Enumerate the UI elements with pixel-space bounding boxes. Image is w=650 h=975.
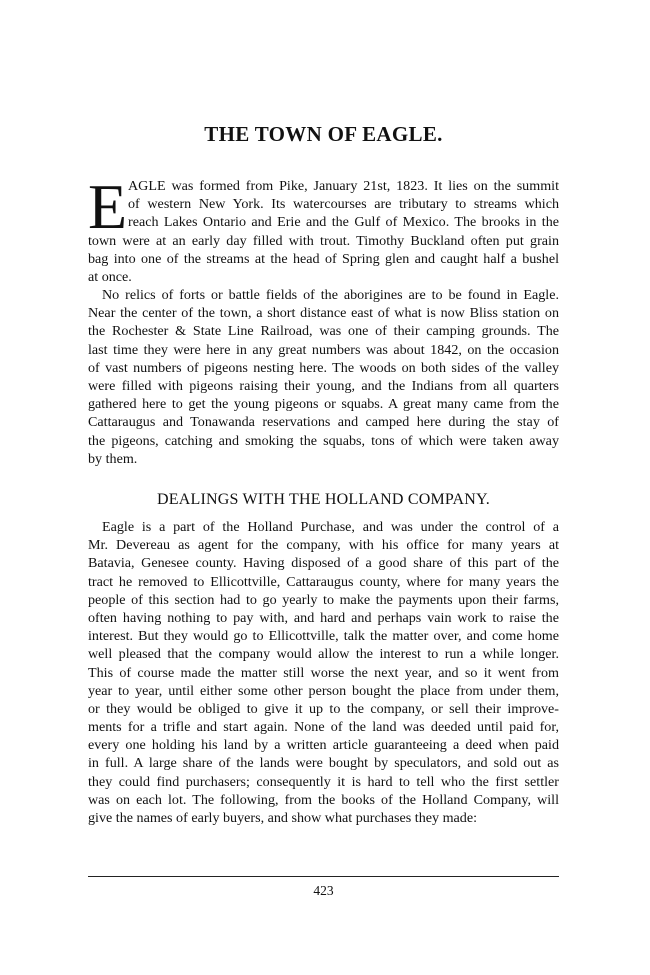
text-line: ments for a trifle and start again. None of the land was deeded until paid for, bbox=[88, 719, 559, 736]
text-line: year to year, until either some other person bought the place from under them, bbox=[88, 682, 559, 699]
text-line: AGLE was formed from Pike, January 21st, 1823. It lies on the summit bbox=[128, 178, 559, 194]
text-line: give the names of early buyers, and show what purchases they made: bbox=[88, 810, 478, 826]
chapter-title: THE TOWN OF EAGLE. bbox=[204, 122, 443, 146]
text-line: tract he removed to Ellicottville, Cattaraugus county, where for many years the bbox=[88, 573, 559, 590]
footer-rule bbox=[88, 876, 559, 877]
text-line: was on each lot. The following, from the books of the Holland Company, will bbox=[88, 791, 559, 808]
text-line: last time they were here in any great numbers was about 1842, on the occasion bbox=[88, 341, 559, 358]
text-line: every one holding his land by a written article guaranteeing a deed when paid bbox=[88, 737, 559, 754]
paragraph-2 bbox=[88, 286, 559, 468]
page-number: 423 bbox=[313, 883, 334, 898]
text-line: well pleased that the company would allow the interest to run a while longer. bbox=[88, 646, 559, 663]
text-line: bag into one of the streams at the head of Spring glen and caught half a bushel bbox=[88, 250, 559, 267]
text-line: This of course made the matter still worse the next year, and so it went from bbox=[88, 664, 559, 681]
paragraph-3 bbox=[88, 518, 559, 827]
book-page bbox=[88, 0, 559, 975]
text-line: the pigeons, catching and smoking the squabs, tons of which were taken away bbox=[88, 432, 559, 449]
text-line: interest. But they would go to Ellicottville, talk the matter over, and come home bbox=[88, 628, 559, 645]
text-line: Mr. Devereau as agent for the company, with his office for many years at bbox=[88, 537, 559, 554]
text-line: by them. bbox=[88, 450, 138, 467]
drop-cap: E bbox=[88, 175, 128, 233]
text-line: or they would be obliged to give it up to the company, or sell their improve- bbox=[88, 700, 559, 717]
text-line: of western New York. Its watercourses are tributary to streams which bbox=[128, 196, 559, 213]
text-line: reach Lakes Ontario and Erie and the Gulf of Mexico. The brooks in the bbox=[128, 214, 559, 231]
text-line: the Rochester & State Line Railroad, was one of their camping grounds. The bbox=[88, 323, 559, 340]
text-line: often having nothing to pay with, and hard and perhaps vain work to raise the bbox=[88, 609, 559, 626]
text-line: town were at an early day filled with trout. Timothy Buckland often put grain bbox=[88, 232, 559, 249]
text-line: they could find purchasers; consequently it is hard to tell who the first settler bbox=[88, 773, 559, 790]
text-line: in full. A large share of the lands were bought by speculators, and sold out as bbox=[88, 755, 559, 772]
text-line: of vast numbers of pigeons nesting here. The woods on both sides of the valley bbox=[88, 359, 559, 376]
text-line: No relics of forts or battle fields of the aborigines are to be found in Eagle. bbox=[102, 287, 559, 303]
text-line: at once. bbox=[88, 268, 132, 285]
text-line: gathered here to get the young pigeons or squabs. A great many came from the bbox=[88, 396, 559, 413]
text-line: Cattaraugus and Tonawanda reservations and camped here during the stay of bbox=[88, 414, 559, 431]
text-line: Batavia, Genesee county. Having disposed of a good share of this part of the bbox=[88, 555, 559, 572]
text-line: were filled with pigeons raising their young, and the Indians from all quarters bbox=[88, 377, 559, 394]
section-heading: DEALINGS WITH THE HOLLAND COMPANY. bbox=[157, 491, 490, 508]
text-line: Eagle is a part of the Holland Purchase, and was under the control of a bbox=[102, 519, 559, 535]
text-line: people of this section had to go yearly to make the payments upon their farms, bbox=[88, 591, 559, 608]
text-line: Near the center of the town, a short distance east of what is now Bliss station on bbox=[88, 305, 559, 322]
paragraph-1 bbox=[88, 177, 559, 286]
